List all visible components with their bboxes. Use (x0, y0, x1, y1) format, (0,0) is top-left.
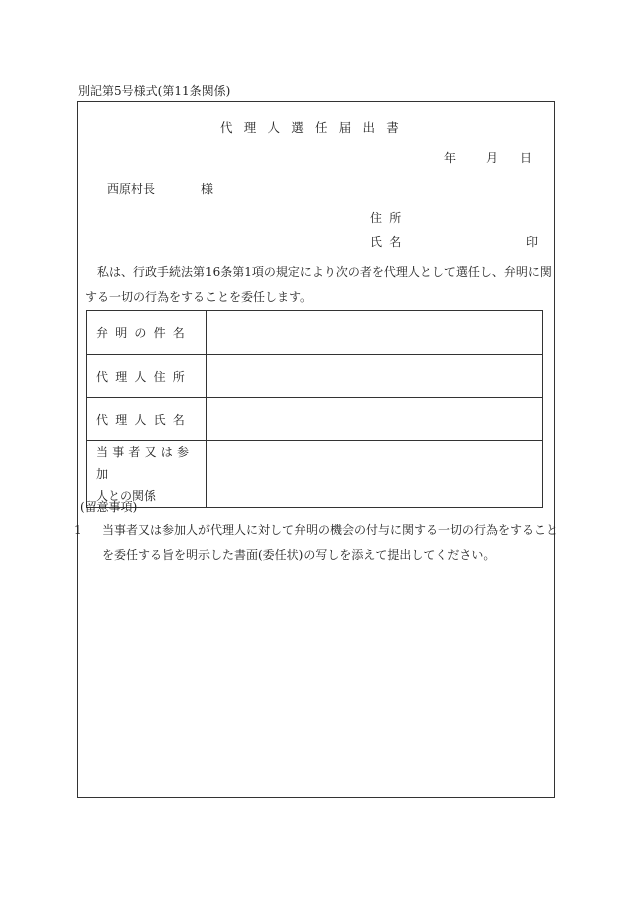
document-title: 代理人選任届出書 (219, 120, 410, 135)
agent-address-label: 代理人住所 (87, 355, 207, 398)
note-number: 1 (74, 523, 82, 537)
relationship-field[interactable] (207, 441, 543, 508)
note-item (74, 518, 564, 568)
honorific: 様 (201, 182, 214, 196)
note-text: 当事者又は参加人が代理人に対して弁明の機会の付与に関する一切の行為をすることを委任する旨を明示した書面(委任状)の写しを添えて提出してください。 (102, 523, 559, 562)
form-number-label: 別記第5号様式(第11条関係) (78, 84, 231, 98)
applicant-name-label: 氏名 (370, 235, 409, 249)
table-row (87, 441, 543, 508)
seal-mark: 印 (526, 235, 539, 249)
applicant-address-label: 住所 (370, 211, 409, 225)
recipient: 西原村長 (107, 182, 156, 196)
date-month: 月 (486, 151, 499, 165)
table-row (87, 311, 543, 355)
agent-info-table (86, 310, 543, 508)
agent-name-label: 代理人氏名 (87, 398, 207, 441)
table-row (87, 398, 543, 441)
body-paragraph: 私は、行政手続法第16条第1項の規定により次の者を代理人として選任し、弁明に関する一切の行為をすることを委任します。 (85, 265, 552, 304)
agent-address-field[interactable] (207, 355, 543, 398)
notes-heading: (留意事項) (80, 500, 138, 514)
date-day: 日 (520, 151, 533, 165)
relationship-label-line2: 人との関係 (96, 489, 157, 503)
relationship-label (87, 441, 207, 508)
table-row (87, 355, 543, 398)
agent-name-field[interactable] (207, 398, 543, 441)
date-year: 年 (444, 151, 457, 165)
relationship-label-line1: 当事者又は参加 (96, 445, 194, 481)
date-line (444, 151, 532, 165)
case-title-label: 弁明の件名 (87, 311, 207, 355)
case-title-field[interactable] (207, 311, 543, 355)
